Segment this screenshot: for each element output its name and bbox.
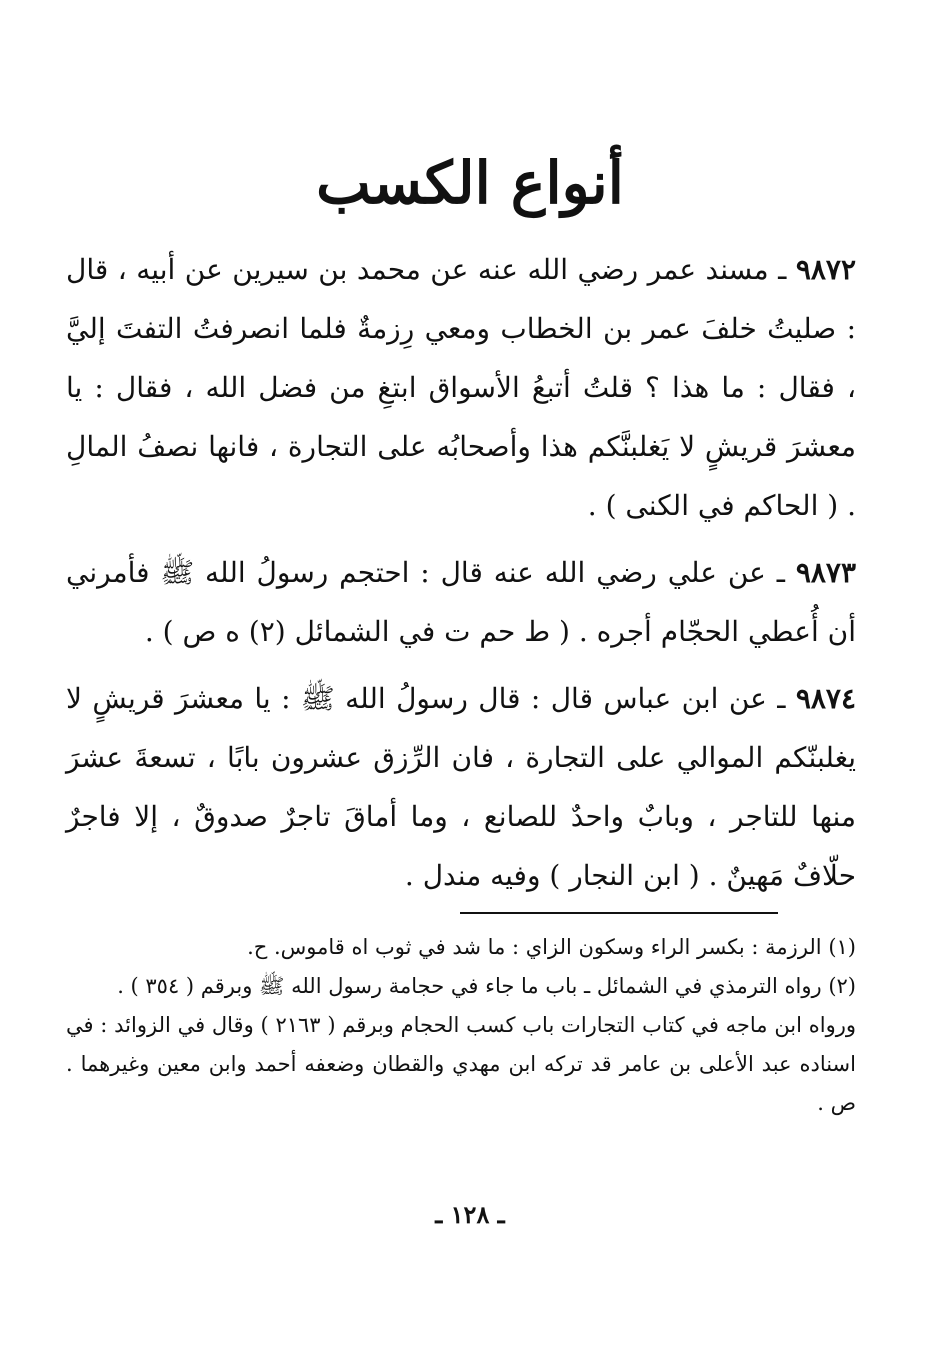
hadith-9874 xyxy=(66,669,856,905)
main-text xyxy=(66,240,856,913)
footnotes xyxy=(66,928,856,1123)
hadith-number: ٩٨٧٢ xyxy=(795,253,856,286)
hadith-text: ـ مسند عمر رضي الله عنه عن محمد بن سيرين عن أبيه ، قال : صليتُ خلفَ عمر بن الخطاب ومعي رِزمةٌ فلما انصرفتُ التفتَ إليَّ ، فقال : ما هذا ؟ قلتُ أتبعُ الأسواق ابتغِ من فضل الله ، فقال : يا معشرَ قريشٍ لا يَغلبنَّكم هذا وأصحابُه على التجارة ، فانها نصفُ المالِ . ( الحاكم في الكنى ) . xyxy=(66,253,856,522)
hadith-text: ـ عن ابن عباس قال : قال رسولُ الله ﷺ : يا معشرَ قريشٍ لا يغلبنّكم الموالي على التجارة ، فان الرِّزق عشرون بابًا ، تسعةَ عشرَ منها للتاجر ، وبابٌ واحدٌ للصانع ، وما أماقَ تاجرٌ صدوقٌ ، إلا فاجرٌ حلّافٌ مَهينٌ . ( ابن النجار ) وفيه مندل . xyxy=(66,682,856,892)
hadith-9872 xyxy=(66,240,856,535)
page-title: أنواع الكسب xyxy=(316,149,624,217)
footnote-2-continued: ورواه ابن ماجه في كتاب التجارات باب كسب الحجام وبرقم ( ٢١٦٣ ) وقال في الزوائد : في اسناده عبد الأعلى بن عامر قد تركه ابن مهدي والقطان وضعفه أحمد وابن معين وغيرهما . ص . xyxy=(66,1013,857,1115)
hadith-9873 xyxy=(66,543,856,661)
footnote-2: (٢) رواه الترمذي في الشمائل ـ باب ما جاء في حجامة رسول الله ﷺ وبرقم ( ٣٥٤ ) . xyxy=(117,974,856,998)
hadith-number: ٩٨٧٤ xyxy=(795,682,856,715)
page-number: ـ ١٢٨ ـ xyxy=(435,1200,505,1229)
hadith-text: ـ عن علي رضي الله عنه قال : احتجم رسولُ الله ﷺ فأمرني أن أُعطي الحجّام أجره . ( ط حم ت في الشمائل (٢) ه ص ) . xyxy=(66,556,856,648)
footnote-1: (١) الرزمة : بكسر الراء وسكون الزاي : ما شد في ثوب اه قاموس. ح. xyxy=(247,935,856,959)
footnote-divider xyxy=(460,912,778,914)
hadith-number: ٩٨٧٣ xyxy=(795,556,856,589)
